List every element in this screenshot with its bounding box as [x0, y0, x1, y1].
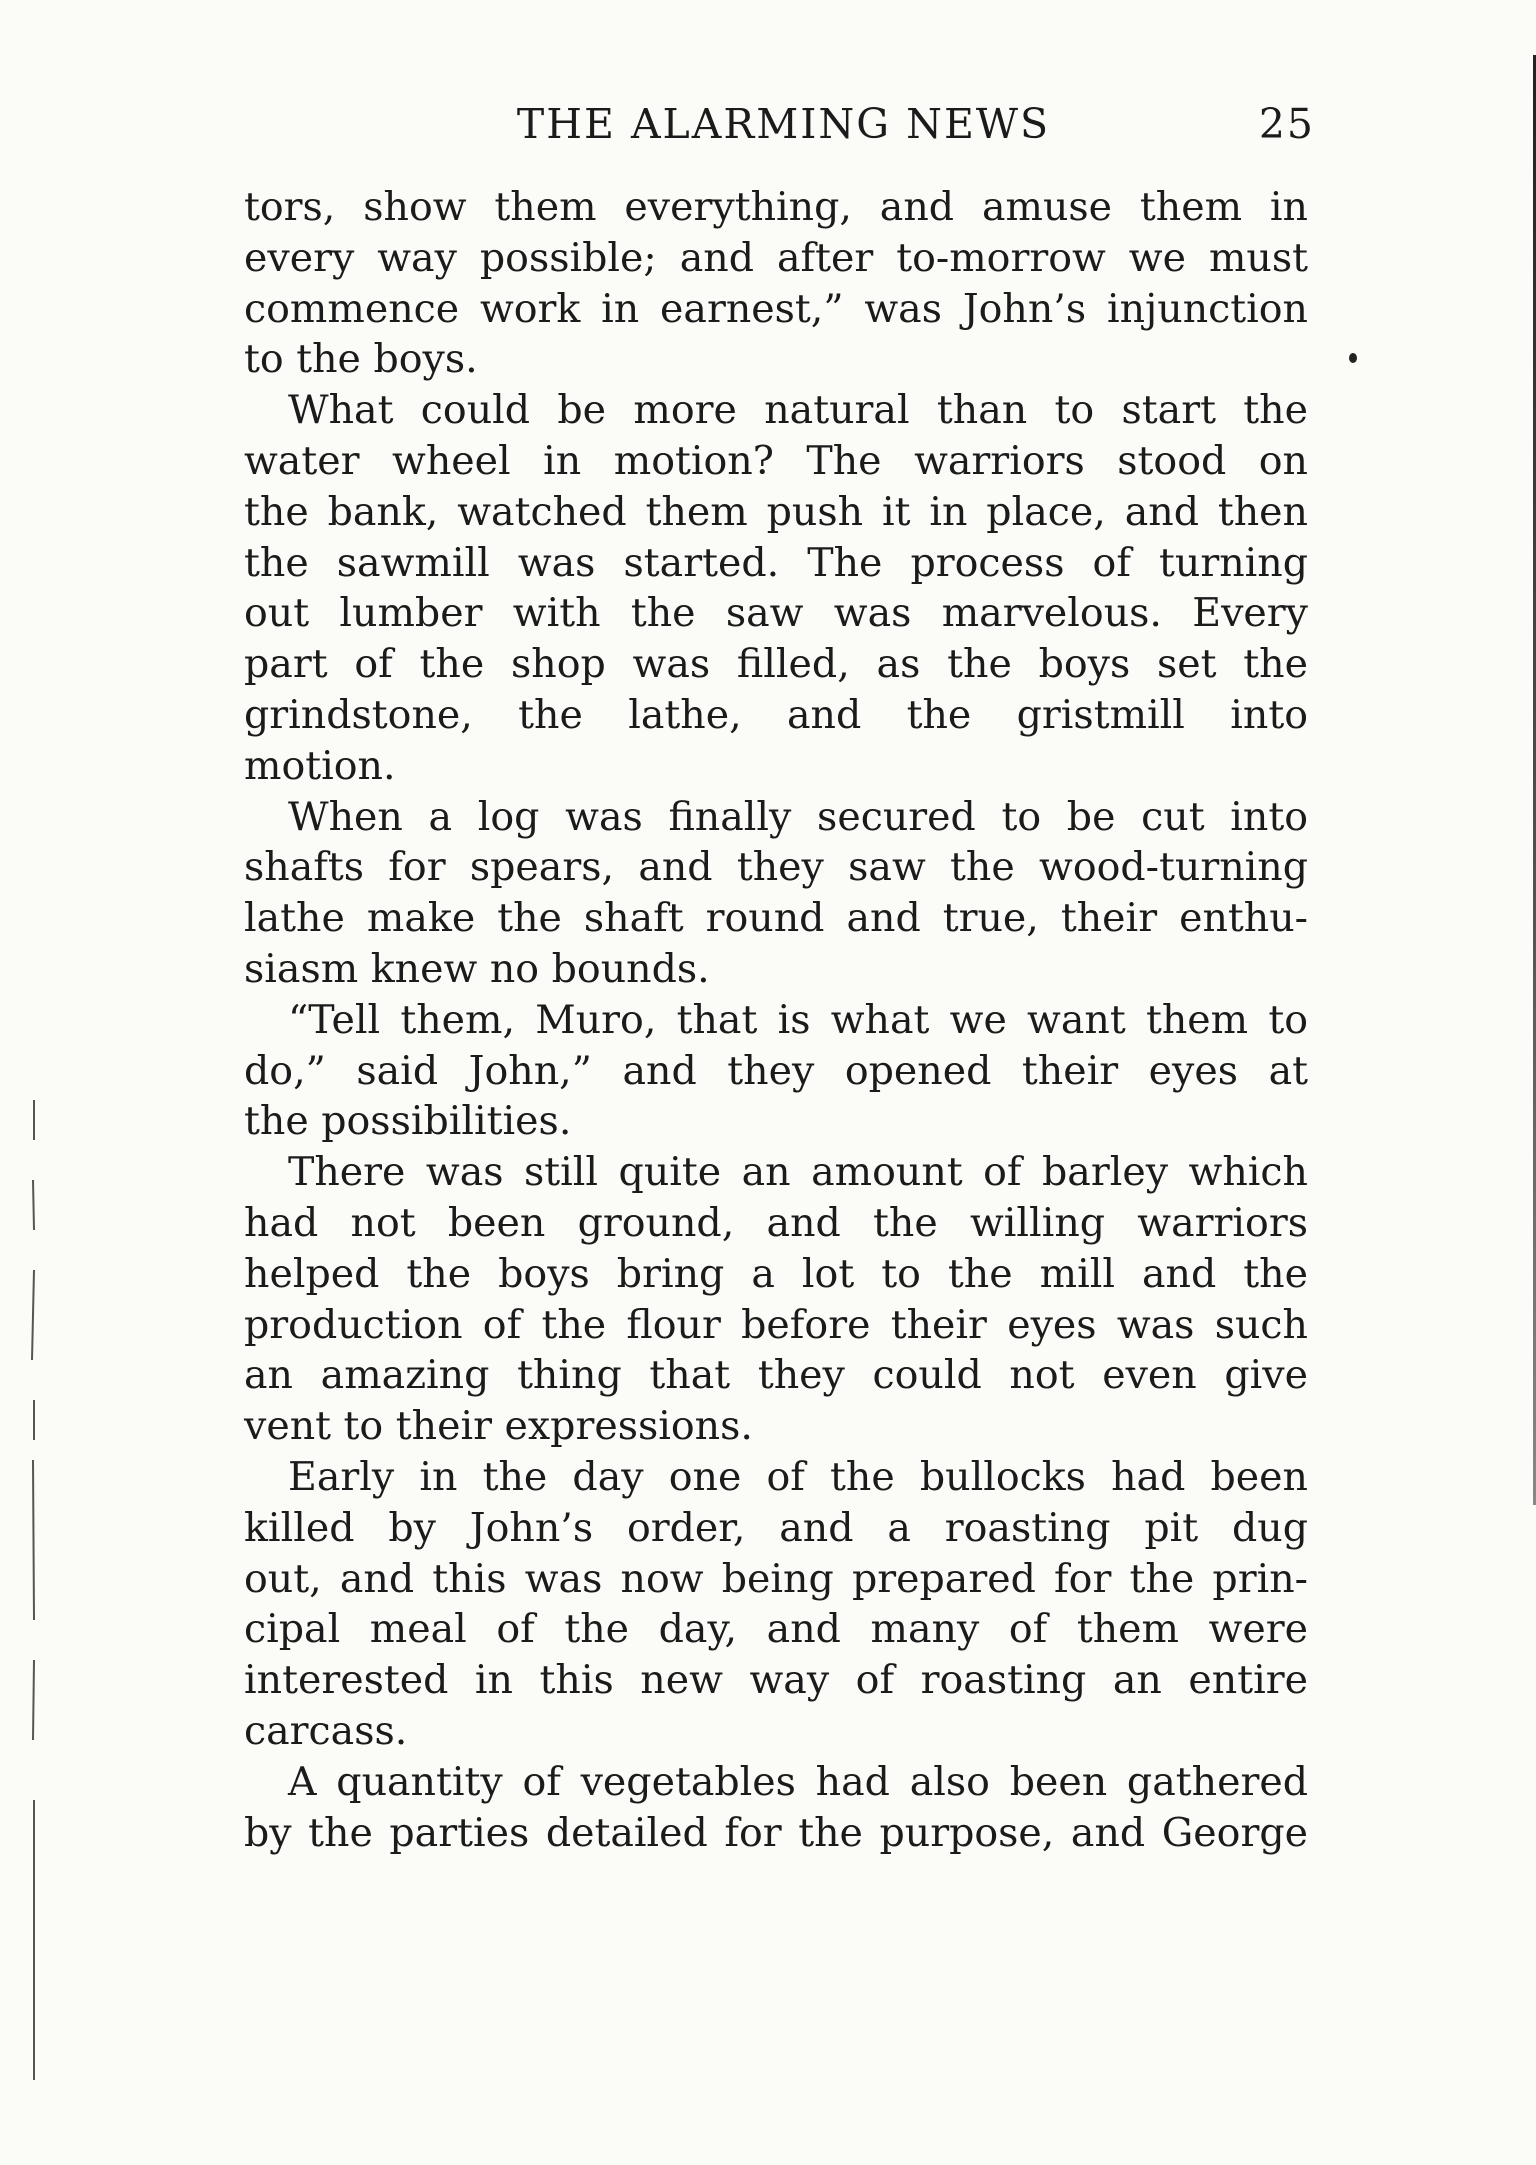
- text-line: out lumber with the saw was marvelous. Every: [244, 590, 1308, 637]
- text-line: motion.: [244, 742, 396, 789]
- text-line: tors, show them everything, and amuse them in: [244, 184, 1308, 230]
- text-line: Early in the day one of the bullocks had been: [288, 1453, 1308, 1500]
- text-line: killed by John’s order, and a roasting pit dug: [244, 1504, 1308, 1551]
- ink-spot: [1349, 353, 1357, 363]
- text-line: There was still quite an amount of barley which: [288, 1149, 1308, 1196]
- body-text: [244, 182, 1308, 1858]
- text-line: water wheel in motion? The warriors stood on: [244, 437, 1308, 484]
- text-line: an amazing thing that they could not even give: [244, 1352, 1308, 1399]
- text-line: commence work in earnest,” was John’s injunction: [244, 285, 1308, 332]
- text-line: to the boys.: [244, 336, 478, 383]
- text-line: the sawmill was started. The process of turning: [244, 539, 1308, 586]
- running-title: THE ALARMING NEWS: [516, 100, 1051, 148]
- text-line: do,” said John,” and they opened their eyes at: [244, 1047, 1308, 1094]
- text-line: out, and this was now being prepared for the prin-: [244, 1555, 1308, 1602]
- text-line: siasm knew no bounds.: [244, 945, 710, 992]
- text-line: shafts for spears, and they saw the wood-turning: [244, 844, 1308, 891]
- text-line: lathe make the shaft round and true, their enthu-: [244, 895, 1308, 942]
- text-line: every way possible; and after to-morrow we must: [244, 234, 1308, 281]
- text-line: the possibilities.: [244, 1098, 572, 1145]
- text-line: What could be more natural than to start the: [288, 387, 1308, 434]
- page-number: 25: [1258, 100, 1315, 148]
- text-line: grindstone, the lathe, and the gristmill into: [244, 691, 1308, 738]
- text-line: part of the shop was filled, as the boys set the: [244, 641, 1308, 688]
- text-line: by the parties detailed for the purpose, and George: [244, 1809, 1308, 1856]
- text-line: helped the boys bring a lot to the mill and the: [244, 1250, 1308, 1297]
- text-line: interested in this new way of roasting an entire: [244, 1657, 1308, 1704]
- text-line: vent to their expressions.: [244, 1403, 753, 1450]
- text-line: carcass.: [244, 1707, 408, 1754]
- text-line: had not been ground, and the willing warriors: [244, 1199, 1308, 1246]
- text-line: “Tell them, Muro, that is what we want them to: [288, 996, 1308, 1043]
- text-line: cipal meal of the day, and many of them were: [244, 1606, 1308, 1653]
- text-line: the bank, watched them push it in place, and then: [244, 488, 1308, 535]
- running-head: [240, 100, 1315, 160]
- text-line: production of the flour before their eyes was such: [244, 1301, 1308, 1348]
- text-line: A quantity of vegetables had also been gathered: [288, 1758, 1308, 1805]
- binding-marks: [28, 1100, 40, 2100]
- text-line: When a log was finally secured to be cut into: [288, 793, 1308, 840]
